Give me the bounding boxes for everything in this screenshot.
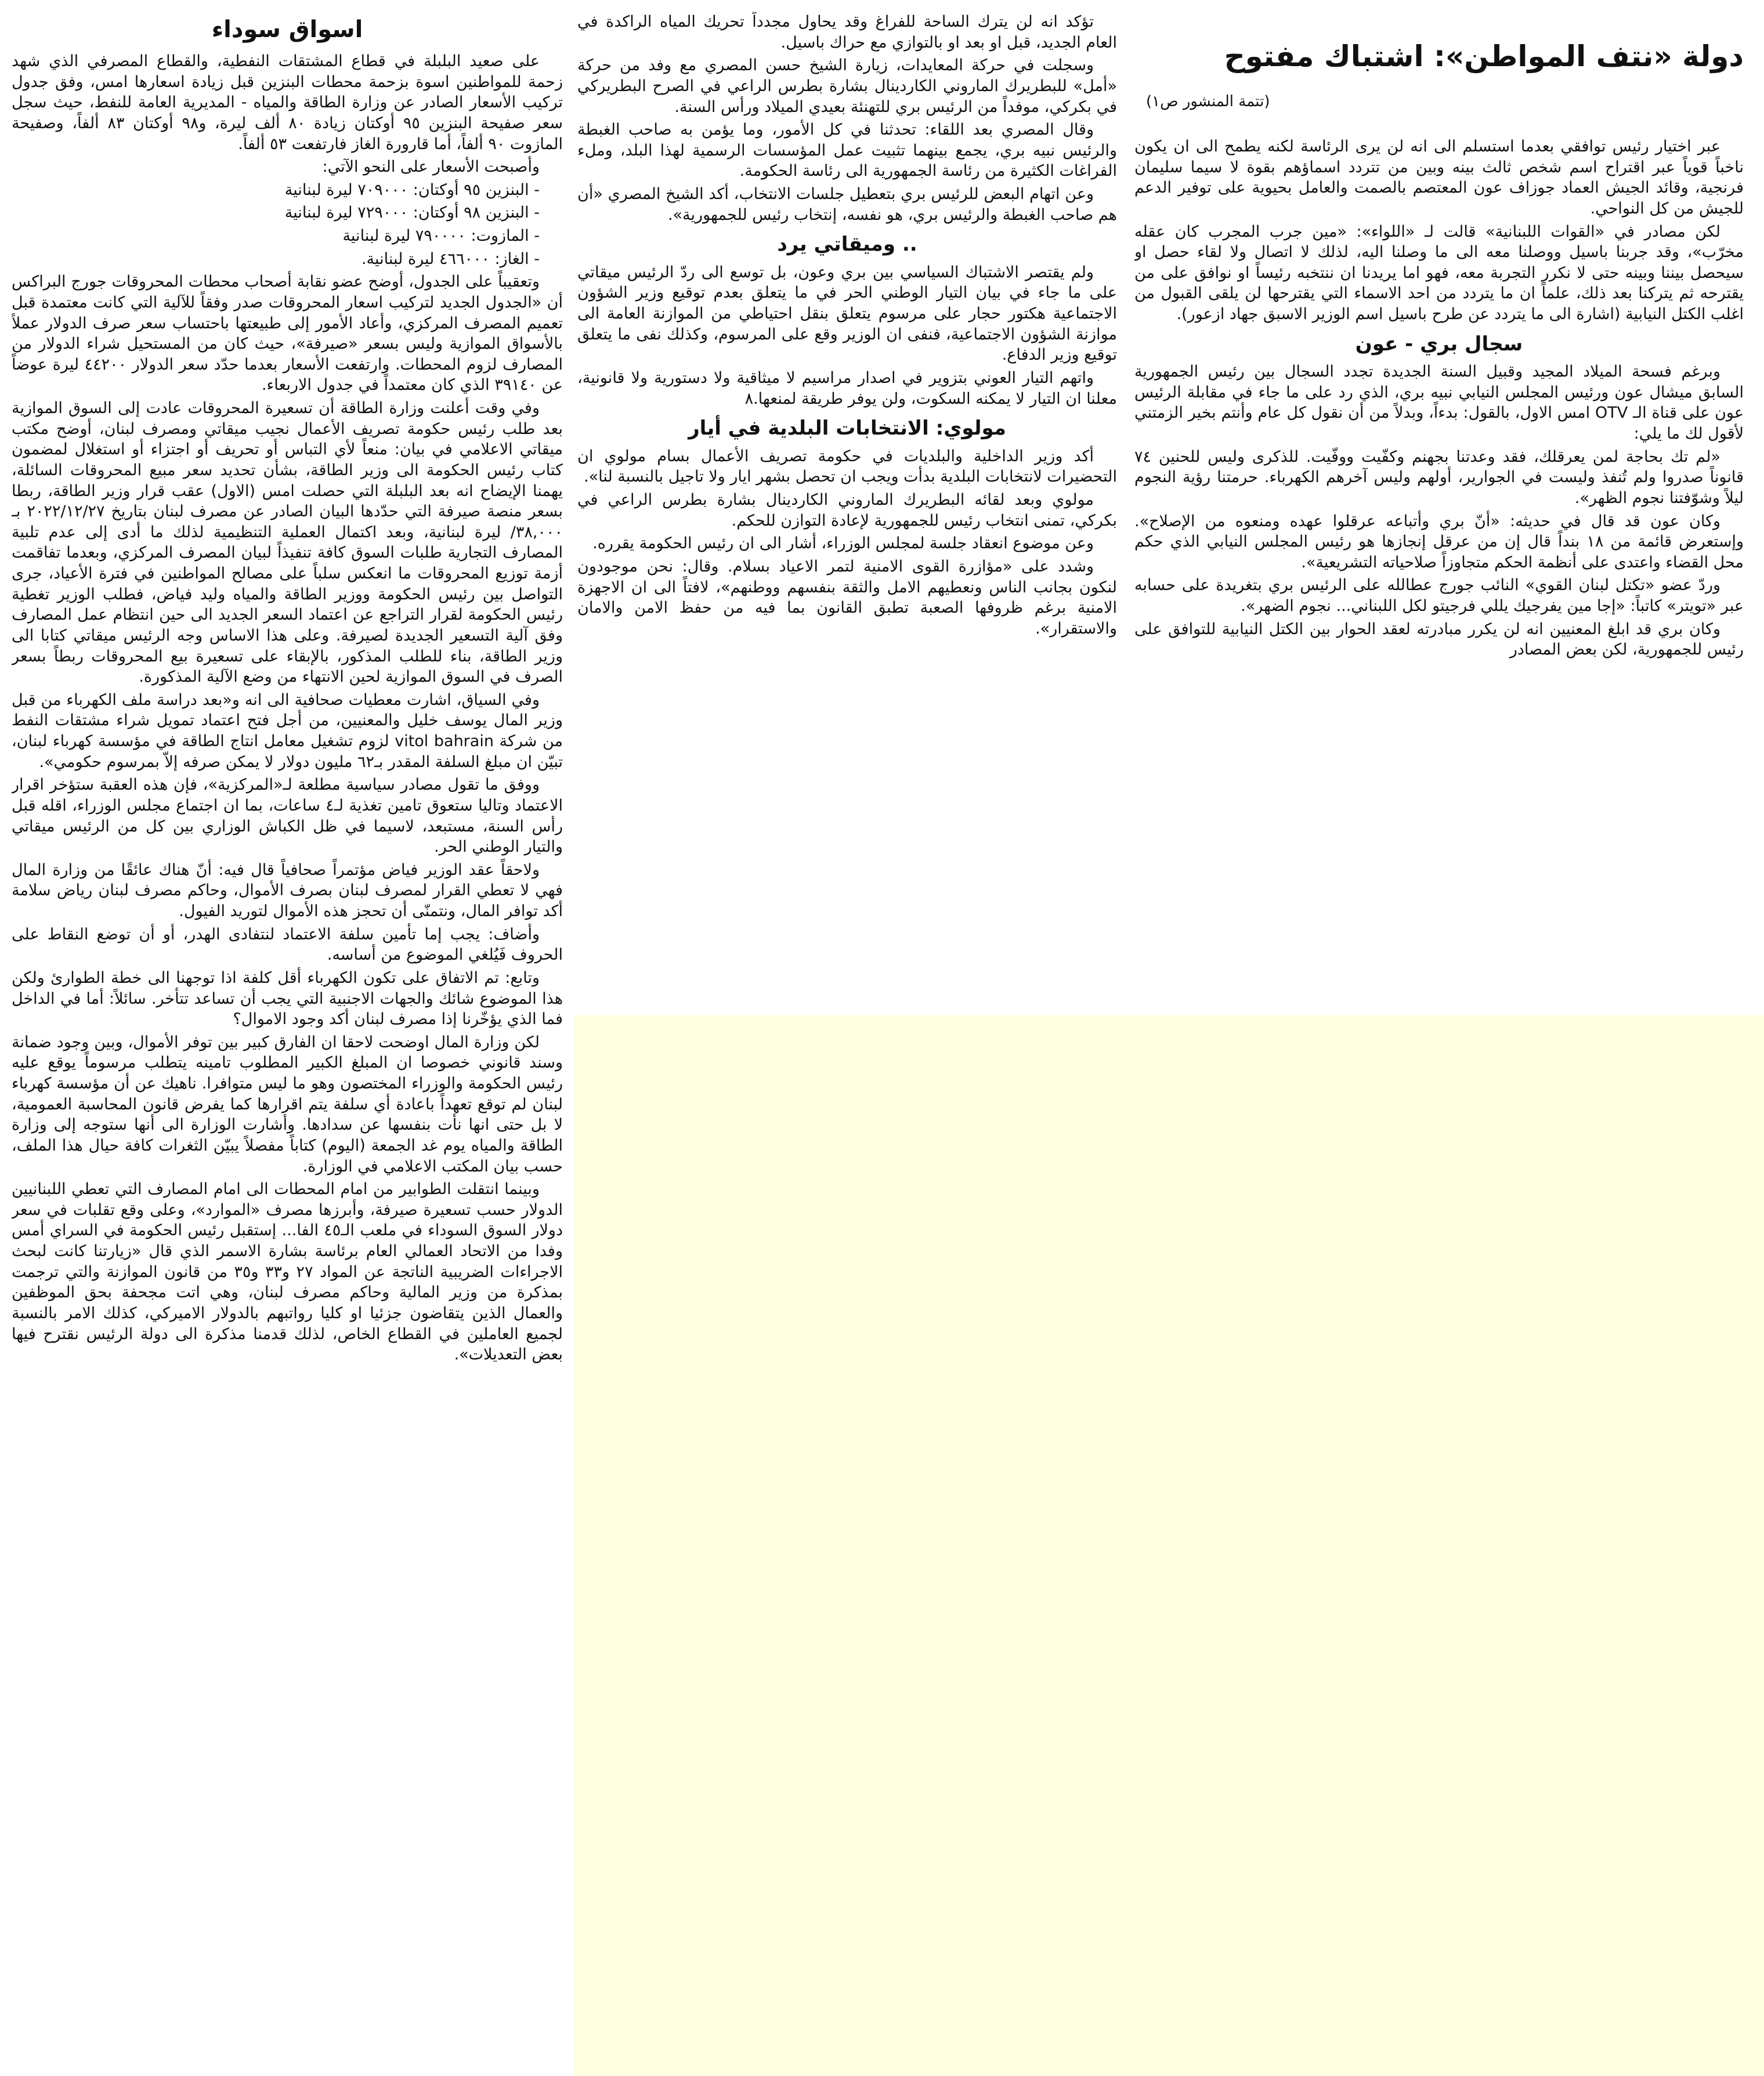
paragraph: وفي وقت أعلنت وزارة الطاقة أن تسعيرة المحروقات عادت إلى السوق الموازية بعد طلب رئيس حكومة تصريف الأعمال نجيب ميقاتي ومصرف لبنان، أوضح مكتب ميقاتي الاعلامي في بيان: منعاً لأي التباس أو تحريف أو اجتزاء أو استغلال لمضمون كتاب رئيس الحكومة الى وزير الطاقة، بشأن تحديد سعر مبيع المحروقات السائلة، يهمنا الإيضاح انه بعد البلبلة التي حصلت امس (الاول) عقب قرار وزير الطاقة، ربطا بسعر منصة صيرفة التي حدّدها البيان الصادر عن مصرف لبنان بتاريخ ٢٠٢٢/١٢/٢٧ بـ ٣٨,٠٠٠/ ليرة لبنانية، وبعد اكتمال العملية التنظيمية لذلك ما أدى إلى عدم تلبية المصارف التجارية طلبات السوق كافة تنفيذاً لبيان المصرف المركزي، وبعدما تفاقمت أزمة توزيع المحروقات ما انعكس سلباً على مصالح المواطنين في فترة الأعياد، جرى التواصل بين رئيس الحكومة ووزير الطاقة والمياه وليد فياض، فطلب الوزير تغطية رئيس الحكومة لقرار التراجع عن اعتماد السعر الجديد الى حين انتظام عمل المصارف وفق آلية التسعير الجديدة لصيرفة. وعلى هذا الاساس وجه الرئيس ميقاتي كتابا الى وزير الطاقة، بناء للطلب المذكور، بالإبقاء على تسعيرة بيع المحروقات ربطاً بسعر الصرف في السوق الموازية لحين الانتهاء من وضع الآلية المذكورة. [12, 399, 563, 686]
paragraph: مولوي وبعد لقائه البطريرك الماروني الكاردينال بشارة بطرس الراعي في بكركي، تمنى انتخاب رئيس للجمهورية لإعادة التوازن للحكم. [577, 491, 1117, 530]
price-list-item: - الغاز: ٤٦٦٠٠٠ ليرة لبنانية. [361, 249, 540, 268]
paragraph: ووفق ما تقول مصادر سياسية مطلعة لـ«المركزية»، فإن هذه العقبة ستؤخر اقرار الاعتماد وتاليا ستعوق تامين تغذية لـ٤ ساعات، بما ان اجتماع مجلس الوزراء، اقله قبل رأس السنة، مستبعد، لاسيما في ظل الكباش الوزاري بين كل من الرئيس ميقاتي والتيار الوطني الحر. [12, 776, 563, 856]
paragraph: وفي السياق، اشارت معطيات صحافية الى انه و«بعد دراسة ملف الكهرباء من قبل وزير المال يوسف خليل والمعنيين، من أجل فتح اعتماد تمويل شراء مشتقات النفط من شركة vitol bahrain لزوم تشغيل معامل انتاج الطاقة في مؤسسة كهرباء لبنان، تبيّن ان مبلغ السلفة المقدر بـ٦٢ مليون دولار لا يمكن صرفه إلاّ بمرسوم حكومي». [12, 690, 563, 771]
section-heading: اسواق سوداء [211, 16, 363, 43]
paragraph: وشدد على «مؤازرة القوى الامنية لتمر الاعياد بسلام. وقال: نحن موجودون لنكون بجانب الناس ونعطيهم الامل والثقة بنفسهم ووطنهم»، لافتاً الى ان الاجهزة الامنية برغم ظروفها الصعبة تطبق القانون بما فيه من حفظ الامن والامان والاستقرار». [577, 557, 1117, 638]
paragraph: وكان بري قد ابلغ المعنيين انه لن يكرر مبادرته لعقد الحوار بين الكتل النيابية للتوافق على رئيس للجمهورية، لكن بعض المصادر [1134, 620, 1744, 659]
paragraph: ولاحقاً عقد الوزير فياض مؤتمراً صحافياً قال فيه: أنّ هناك عائقًا من وزارة المال فهي لا تعطي القرار لمصرف لبنان بصرف الأموال، وحاكم مصرف لبنان رياض سلامة أكد توافر المال، ونتمنّى أن تحجز هذه الأموال لتوريد الفيول. [12, 860, 563, 920]
continued-from-note: (تتمة المنشور ص١) [1146, 93, 1270, 110]
paragraph: «لم تك بحاجة لمن يعرقلك، فقد وعدتنا بجهنم وكفّيت ووفّيت. للذكرى وليس للحنين ٧٤ قانوناً صدروا ولم تُنفذ وليست في الجوارير، أولهم وليس آخرهم الكهرباء. حرمتنا رؤية النجوم ليلاً وشوّفتنا نجوم الظهر». [1134, 447, 1744, 507]
main-headline: دولة «نتف المواطن»: اشتباك مفتوح [1224, 39, 1744, 73]
paragraph: وبينما انتقلت الطوابير من امام المحطات الى امام المصارف التي تعطي اللبنانيين الدولار حسب تسعيرة صيرفة، وأبرزها مصرف «الموارد»، وعلى وقع تقلبات في سعر دولار السوق السوداء في ملعب الـ٤٥ الفا... إستقبل رئيس الحكومة في السراي أمس وفدا من الاتحاد العمالي العام برئاسة بشارة الاسمر الذي قال «زيارتنا كانت لبحث الاجراءات الضريبية الناتجة عن المواد ٢٧ و٣٣ و٣٥ من قانون الموازنة والتي ترجمت بمذكرة من وزير المالية وحاكم مصرف لبنان، وهي اتت مجحفة بحق الموظفين والعمال الذين يتقاضون جزئيا او كليا رواتبهم بالدولار الاميركي، كذلك الامر بالنسبة لجميع العاملين في القطاع الخاص، لذلك قدمنا مذكرة الى دولة الرئيس نقترح فيها بعض التعديلات». [12, 1180, 563, 1364]
paragraph: وبرغم فسحة الميلاد المجيد وقبيل السنة الجديدة تجدد السجال بين رئيس الجمهورية السابق ميشال عون ورئيس المجلس النيابي نبيه بري، الذي رد على ما جاء في مقابلة الرئيس عون على قناة الـ OTV امس الاول، بالقول: بدءاً، وبدلاً من أن نقول كل عام وأنتم بخير الزمتني لأقول لك ما يلي: [1134, 363, 1744, 443]
paragraph: وسجلت في حركة المعايدات، زيارة الشيخ حسن المصري مع وفد من حركة «أمل» للبطريرك الماروني الكاردينال بشارة بطرس الراعي في الصرح البطريركي في بكركي، موفداً من الرئيس بري للتهنئة بعيدي الميلاد ورأس السنة. [577, 56, 1117, 116]
paragraph: وتابع: تم الاتفاق على تكون الكهرباء أقل كلفة اذا توجهنا الى خطة الطوارئ ولكن هذا الموضوع شائك والجهات الاجنبية التي يجب أن تساعد تتأخر. سائلاً: أما في الداخل فما الذي يؤخّرنا إذا مصرف لبنان أكد وجود الاموال؟ [12, 968, 563, 1029]
article-column-left [12, 12, 563, 2066]
price-list-item: - البنزين ٩٥ أوكتان: ٧٠٩٠٠٠ ليرة لبنانية [284, 180, 540, 199]
paragraph: على صعيد البلبلة في قطاع المشتقات النفطية، والقطاع المصرفي الذي شهد زحمة للمواطنين اسوة بزحمة محطات البنزين قبل زيادة اسعارها امس، وفق جدول تركيب الأسعار الصادر عن وزارة الطاقة والمياه - المديرية العامة للنفط، حيث سجل سعر صفيحة البنزين ٩٥ أوكتان زيادة ٨٠ ألف ليرة، و٩٨ أوكتان ٨٣ ألفاً، وصفيحة المازوت ٩٠ ألفاً، أما قارورة الغاز فارتفعت ٥٣ ألفاً. [12, 52, 563, 153]
paragraph: وتعقيباً على الجدول، أوضح عضو نقابة أصحاب محطات المحروقات جورج البراكس أن «الجدول الجديد لتركيب اسعار المحروقات صدر وفقاً للآلية التي كانت معتمدة قبل تعميم المصرف المركزي، وأعاد الأمور إلى طبيعتها باحتساب سعر صرف الدولار عملاً بالأسواق الموازية وليس بسعر «صيرفة»، حيث كان من المستحيل شراء الدولار من المصارف لزوم المحطات. وارتفعت الأسعار بعدما حدّد سعر الدولار ٤٤٢٠٠ ليرة عوضاً عن ٣٩١٤٠ الذي كان معتمداً في جدول الاربعاء. [12, 273, 563, 395]
paragraph: وقال المصري بعد اللقاء: تحدثنا في كل الأمور، وما يؤمن به صاحب الغبطة والرئيس نبيه بري، يجمع بينهما تثبيت عمل المؤسسات الرسمية لهذا البلد، وملء الفراغات الكثيرة من رئاسة الجمهورية الى رئاسة الحكومة. [577, 121, 1117, 180]
article-column-right [1134, 12, 1744, 663]
section-heading: سجال بري - عون [1355, 332, 1523, 356]
paragraph: وعن موضوع انعقاد جلسة لمجلس الوزراء، أشار الى ان رئيس الحكومة يقرره. [592, 534, 1094, 553]
section-heading: .. وميقاتي يرد [777, 233, 917, 256]
paragraph: تؤكد انه لن يترك الساحة للفراغ وقد يحاول مجدداً تحريك المياه الراكدة في العام الجديد، قبل او بعد او بالتوازي مع حراك باسيل. [577, 13, 1117, 52]
paragraph: وأضاف: يجب إما تأمين سلفة الاعتماد لنتفادى الهدر، أو أن توضع النقاط على الحروف فَيُلغي الموضوع من أساسه. [12, 925, 563, 964]
price-list-item: - البنزين ٩٨ أوكتان: ٧٢٩٠٠٠ ليرة لبنانية [284, 204, 540, 222]
paragraph: واتهم التيار العوني بتزوير في اصدار مراسيم لا ميثاقية ولا دستورية ولا قانونية، معلنا ان التيار لا يمكنه السكوت، ولن يوفر طريقة لمنعها.٨ [577, 368, 1117, 408]
paragraph: أكد وزير الداخلية والبلديات في حكومة تصريف الأعمال بسام مولوي ان التحضيرات لانتخابات البلدية بدأت ويجب ان تحصل بشهر ايار ولا تاجيل بالنسبة لنا». [577, 447, 1117, 486]
paragraph: ولم يقتصر الاشتباك السياسي بين بري وعون، بل توسع الى ردّ الرئيس ميقاتي على ما جاء في بيان التيار الوطني الحر في ما يتعلق بعدم توقيع وزير الشؤون الاجتماعية هكتور حجار على مرسوم يتعلق بنقل احتياطي من الموازنة العامة الى موازنة الشؤون الاجتماعية، فنفى ان الوزير وقع على المرسوم، وكذلك نفى ما يتعلق توقيع وزير الدفاع. [577, 263, 1117, 364]
paragraph: لكن وزارة المال اوضحت لاحقا ان الفارق كبير بين توفر الأموال، وبين وجود ضمانة وسند قانوني خصوصا ان المبلغ الكبير المطلوب تامينه يتطلب مرسوماً يوقع عليه رئيس الحكومة والوزراء المختصون وهو ما ليس متوافرا. ناهيك عن أن مؤسسة كهرباء لبنان لم توقع تعهداً باعادة أي سلفة يتم اقرارها كما يفرض قانون المحاسبة العمومية، لا بل حتى انها نأت بنفسها عن سدادها. وأشارت الوزارة الى أنها ستوجه إلى وزارة الطاقة والمياه يوم غد الجمعة (اليوم) كتاباً مفصلاً يبيّن الثغرات كافة حيال هذا الملف، حسب بيان المكتب الاعلامي في الوزارة. [12, 1033, 563, 1176]
paragraph: وعن اتهام البعض للرئيس بري بتعطيل جلسات الانتخاب، أكد الشيخ المصري «أن هم صاحب الغبطة والرئيس بري، هو نفسه، إنتخاب رئيس للجمهورية». [577, 185, 1117, 224]
paragraph: وأصبحت الأسعار على النحو الآتي: [322, 158, 540, 176]
section-heading: مولوي: الانتخابات البلدية في أيار [688, 417, 1006, 440]
paragraph: وردّ عضو «تكتل لبنان القوي» النائب جورج عطالله على الرئيس بري بتغريدة على حسابه عبر «تويتر» كاتباً: «إجا مين يفرجيك يللي فرجيتو لكل اللبناني... نجوم الضهر». [1134, 576, 1744, 616]
paragraph: وكان عون قد قال في حديثه: «أنّ بري وأتباعه عرقلوا عهده ومنعوه من الإصلاح». وإستعرض قائمة من ١٨ بنداً قال إن من عرقل إنجازها هو رئيس المجلس النيابي الذي حكم محل القضاء واعتدى على أنظمة الحكم متجاوزاً صلاحياته التشريعية». [1134, 512, 1744, 572]
paragraph: لكن مصادر في «القوات اللبنانية» قالت لـ «اللواء»: «مين جرب المجرب كان عقله مخرّب»، وقد جربنا باسيل ووصلنا معه الى ما وصلنا اليه، لذلك لا اتصال ولا لقاء حصل او سيحصل بيننا وبينه حتى لا نكرر التجربة معه، فهو اما يريدنا ان ننتخبه رئيساً او نوافق على من يقترحه ثم يتركنا بعد ذلك، علماً ان ما يتردد من احد الاسماء التي يقترحها لن يلقى القبول من اغلب الكتل النيابية (اشارة الى ما يتردد عن طرح باسيل اسم الوزير الاسبق جهاد ازعور). [1134, 222, 1744, 323]
price-list-item: - المازوت: ٧٩٠٠٠٠ ليرة لبنانية [342, 227, 540, 245]
article-column-middle [577, 12, 1117, 641]
blank-yellow-area [574, 1015, 1764, 2076]
paragraph: عبر اختيار رئيس توافقي بعدما استسلم الى انه لن يرى الرئاسة لكنه يطمح الى ان يكون ناخباً قوياً عبر اقتراح اسم شخص ثالث بينه وبين من تتردد اسماؤهم بقوة لا سيما سليمان فرنجية، وقائد الجيش العماد جوزاف عون المعتصم بالصمت والعامل بحيوية على توفير الدعم للجيش من كل النواحي. [1134, 138, 1744, 218]
